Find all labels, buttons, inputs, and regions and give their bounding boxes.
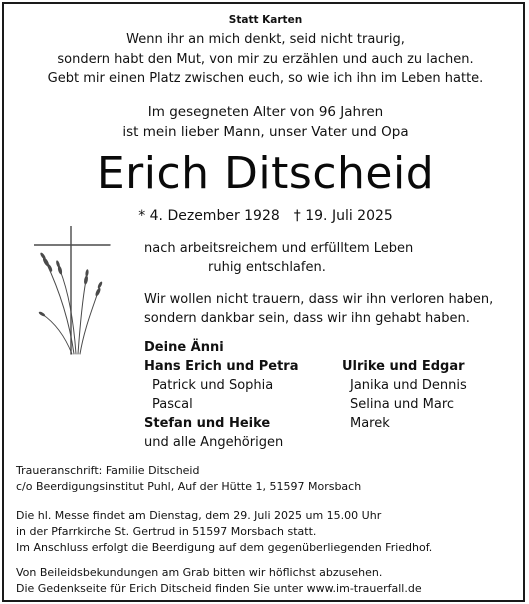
service-info (16, 508, 432, 557)
intro-line: Im gesegneten Alter von 96 Jahren (147, 104, 384, 120)
intro-line: ist mein lieber Mann, unser Vater und Opa (122, 124, 409, 140)
closing-info (16, 565, 422, 597)
passing-line: nach arbeitsreichem und erfülltem Leben (144, 241, 414, 256)
poem-line: sondern habt den Mut, von mir zu erzählen und auch zu lachen. (57, 51, 474, 67)
death-date: † 19. Juli 2025 (293, 208, 393, 224)
intro-text (4, 102, 527, 142)
family-child: Marek (350, 416, 390, 431)
poem (4, 30, 527, 89)
family-couple: Stefan und Heike (144, 416, 271, 431)
life-dates (4, 206, 527, 226)
poem-line: Wenn ihr an mich denkt, seid nicht traurig, (126, 32, 405, 47)
family-child: Patrick und Sophia (152, 378, 274, 393)
closing-line: Die Gedenkseite für Erich Ditscheid finden Sie unter www.im-trauerfall.de (16, 582, 422, 596)
birth-date: * 4. Dezember 1928 (138, 208, 280, 224)
family-couple: Ulrike und Edgar (342, 359, 465, 374)
service-line: Im Anschluss erfolgt die Beerdigung auf dem gegenüberliegenden Friedhof. (16, 541, 433, 555)
address-line: Traueranschrift: Familie Ditscheid (16, 464, 200, 477)
notice-heading: Statt Karten (228, 14, 303, 26)
passing-text (144, 239, 413, 277)
mourning-address (16, 463, 361, 495)
service-line: Die hl. Messe findet am Dienstag, dem 29. Juli 2025 um 15.00 Uhr (16, 509, 382, 522)
cross-with-wheat-icon (34, 226, 114, 356)
family-couple: Hans Erich und Petra (144, 359, 299, 374)
deceased-name: Erich Ditscheid (96, 148, 435, 199)
quote-text (144, 290, 493, 328)
family-left (144, 338, 299, 452)
quote-line: Wir wollen nicht trauern, dass wir ihn verloren haben, (144, 292, 494, 307)
poem-line: Gebt mir einen Platz zwischen euch, so wie ich ihn im Leben hatte. (47, 71, 484, 86)
family-wife: Deine Änni (144, 340, 224, 355)
service-line: in der Pfarrkirche St. Gertrud in 51597 Morsbach statt. (16, 525, 317, 539)
family-right (342, 357, 467, 433)
family-child: Selina und Marc (350, 397, 455, 412)
passing-line: ruhig entschlafen. (208, 260, 326, 275)
family-child: Janika und Dennis (350, 378, 467, 393)
quote-line: sondern dankbar sein, dass wir ihn gehabt haben. (144, 311, 470, 326)
family-child: Pascal (152, 397, 193, 412)
obituary-notice (2, 2, 525, 602)
closing-line: Von Beileidsbekundungen am Grab bitten wir höflichst abzusehen. (16, 566, 383, 579)
address-line: c/o Beerdigungsinstitut Puhl, Auf der Hütte 1, 51597 Morsbach (16, 480, 362, 494)
family-others: und alle Angehörigen (144, 435, 284, 450)
